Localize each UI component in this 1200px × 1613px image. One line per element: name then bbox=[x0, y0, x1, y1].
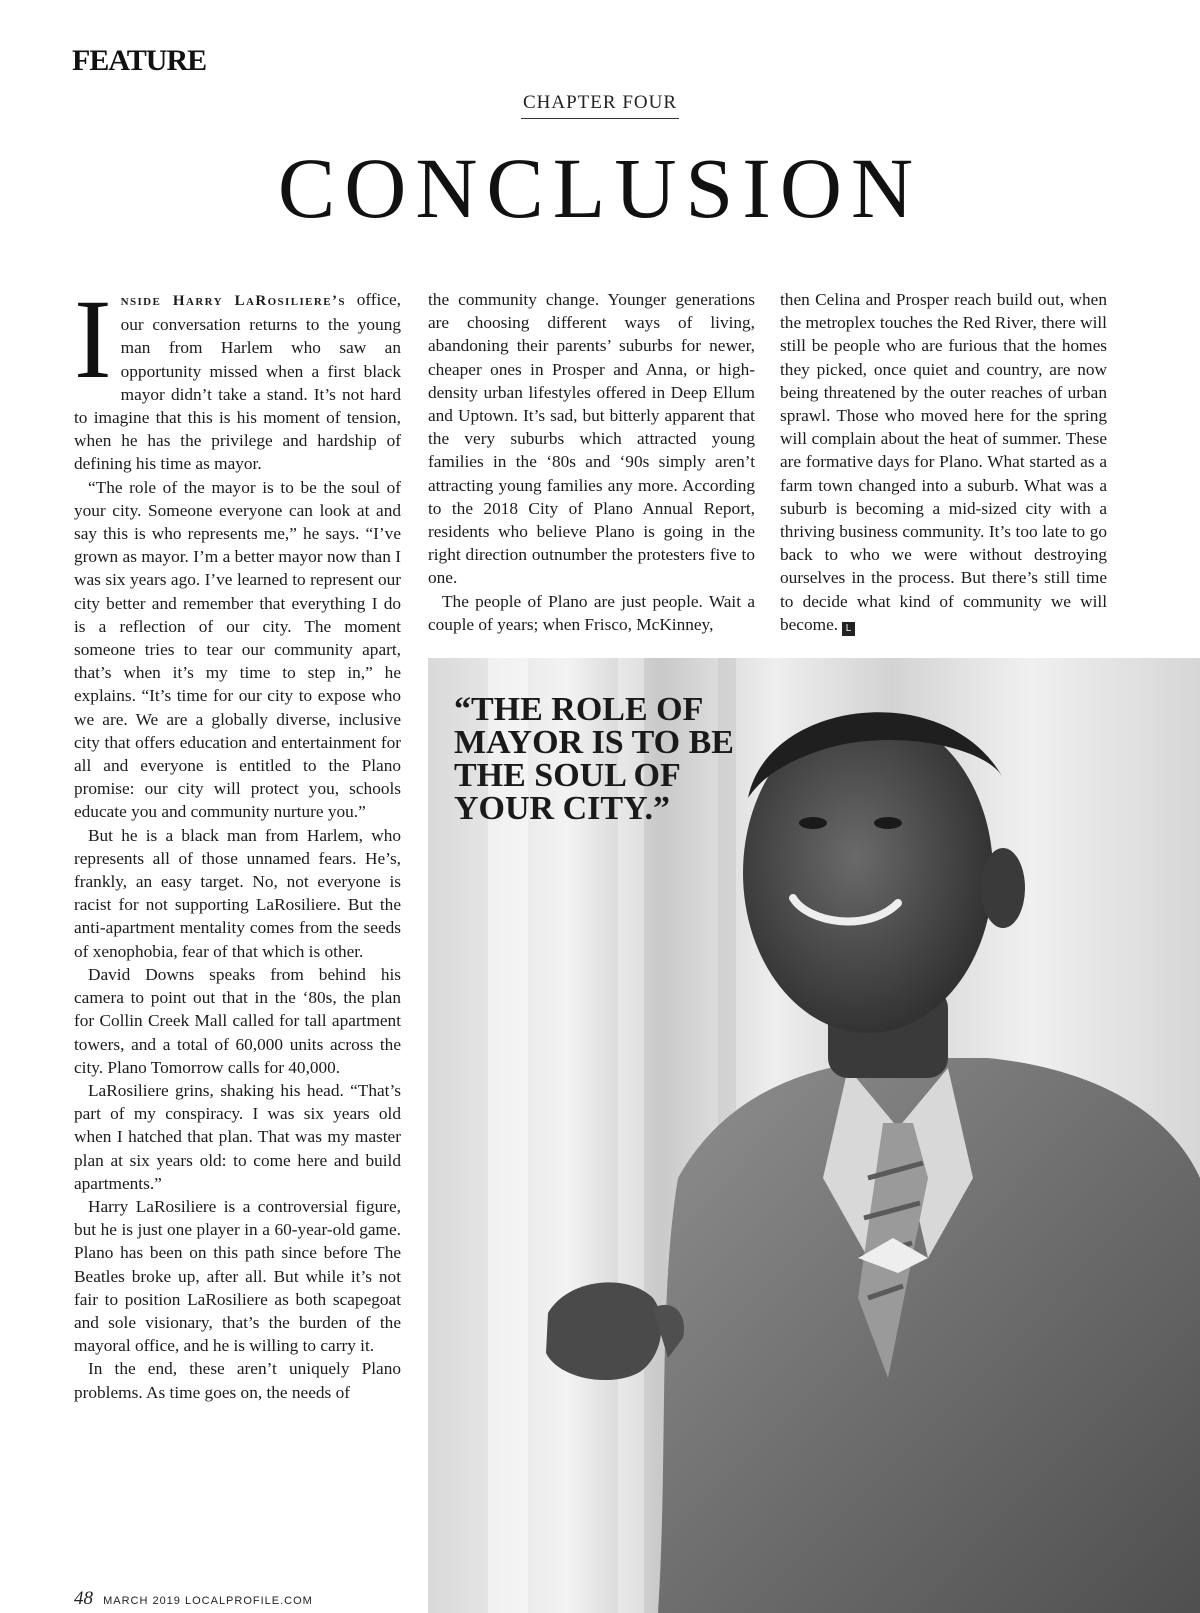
paragraph-8: The people of Plano are just people. Wait a couple of years; when Frisco, McKinney, bbox=[428, 591, 755, 634]
paragraph-5: LaRosiliere grins, shaking his head. “That’s part of my conspiracy. I was six years old when I hatched that plan. That was my master plan at six years old: to come here and build apartments.” bbox=[74, 1080, 401, 1193]
paragraph-7-continued: the community change. Younger generations are choosing different ways of living, abandoning their parents’ suburbs for newer, cheaper ones in Prosper and Anna, or high-density urban lifestyles offered in Deep Ellum and Uptown. It’s sad, but bitterly apparent that the very suburbs which attracted young families in the ‘80s and ‘90s simply aren’t attracting young families any more. According to the 2018 City of Plano Annual Report, residents who believe Plano is going in the right direction outnumber the protesters five to one. bbox=[428, 290, 755, 588]
drop-cap: I bbox=[74, 288, 112, 402]
paragraph-6: Harry LaRosiliere is a controversial figure, but he is just one player in a 60-year-old game. Plano has been on this path since before The Beatles broke up, after all. But while it’s not fair to position LaRosiliere as both scapegoat and sole visionary, that’s the burden of the mayoral office, and he is willing to carry it. bbox=[74, 1196, 401, 1356]
article-column-2 bbox=[428, 288, 755, 636]
paragraph-1-text: office, our conversation returns to the young man from Harlem who saw an opportunity missed when a first black mayor didn’t take a stand. It’s not hard to imagine that this is his moment of tension, when he has the privilege and hardship of defining his time as mayor. bbox=[74, 290, 401, 474]
paragraph-8-continued bbox=[780, 288, 1107, 636]
article-column-1 bbox=[74, 288, 401, 1510]
page-number: 48 bbox=[74, 1588, 93, 1609]
paragraph-4: David Downs speaks from behind his camera to point out that in the ‘80s, the plan for Collin Creek Mall called for tall apartment towers, and a total of 60,000 units across the city. Plano Tomorrow calls for 40,000. bbox=[74, 964, 401, 1077]
paragraph-2: “The role of the mayor is to be the soul of your city. Someone everyone can look at and say this is who represents me,” he says. “I’ve grown as mayor. I’m a better mayor now than I was six years ago. I’ve learned to represent our city better and remember that everything I do is a reflection of our city. The moment someone tries to tear our community apart, that’s when it’s my time to step in,” he explains. “It’s time for our city to expose who we are. We are a globally diverse, inclusive city that offers education and entertainment for all and everyone is entitled to the Plano promise: our city will protect you, schools educate you and community nurture you.” bbox=[74, 477, 401, 822]
paragraph-3: But he is a black man from Harlem, who represents all of those unnamed fears. He’s, frankly, an easy target. No, not everyone is racist for not supporting LaRosiliere. But the anti-apartment mentality comes from the seeds of xenophobia, fear of that which is other. bbox=[74, 825, 401, 961]
chapter-text: CHAPTER FOUR bbox=[521, 92, 679, 119]
article-column-3 bbox=[780, 288, 1107, 636]
chapter-label bbox=[0, 92, 1200, 119]
hand-shape bbox=[546, 1282, 661, 1380]
paragraph-1 bbox=[74, 288, 401, 476]
end-mark-icon: L bbox=[842, 622, 855, 636]
page-title: CONCLUSION bbox=[277, 140, 923, 236]
lead-in: nside Harry LaRosiliere’s bbox=[120, 293, 346, 309]
site-url: LOCALPROFILE.COM bbox=[184, 1595, 313, 1607]
paragraph-8-continued-text: then Celina and Prosper reach build out, when the metroplex touches the Red River, there will still be people who are furious that the homes they picked, once quiet and country, are now being threatened by the outer reaches of urban sprawl. Those who moved here for the spring will complain about the heat of summer. These are formative days for Plano. What started as a farm town changed into a suburb. What was a suburb is becoming a mid-sized city with a thriving business community. It’s too late to go back to who we were without destroying ourselves in the process. But there’s still time to decide what kind of community we will become. bbox=[780, 290, 1107, 634]
pull-quote: “THE ROLE OF MAYOR IS TO BE THE SOUL OF YOUR CITY.” bbox=[454, 691, 734, 827]
paragraph-7: In the end, these aren’t uniquely Plano problems. As time goes on, the needs of bbox=[74, 1359, 401, 1402]
page-footer bbox=[74, 1588, 313, 1610]
issue-date: MARCH 2019 bbox=[103, 1595, 181, 1607]
section-label: FEATURE bbox=[72, 44, 207, 77]
